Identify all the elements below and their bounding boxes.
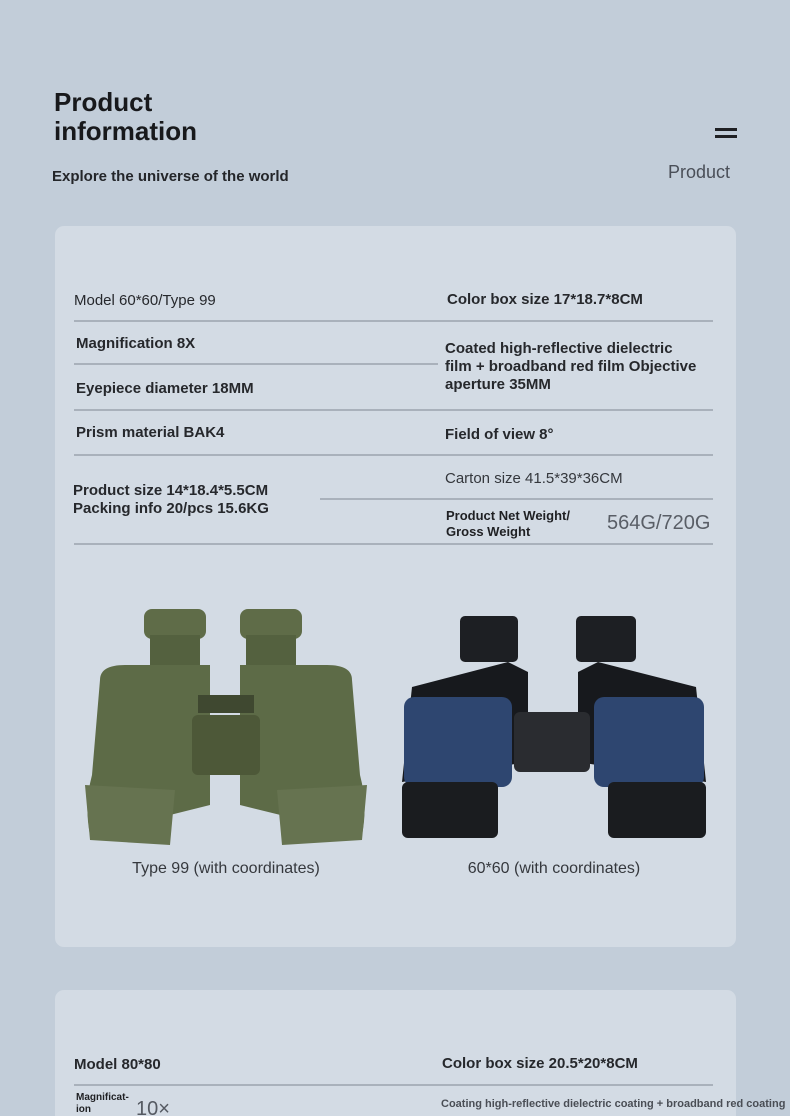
divider — [74, 409, 713, 411]
binocular-green-illustration — [85, 609, 367, 845]
spec-weight-value: 564G/720G — [607, 512, 711, 534]
spec-model: Model 60*60/Type 99 — [74, 292, 216, 309]
title-line-1: Product — [54, 87, 153, 117]
divider — [74, 1084, 713, 1086]
menu-icon[interactable] — [715, 128, 737, 140]
divider — [320, 498, 713, 500]
spec-field-of-view: Field of view 8° — [445, 426, 554, 443]
spec2-magnification-value: 10× — [136, 1098, 170, 1116]
spec-coating-line-1: Coated high-reflective dielectric — [445, 340, 673, 357]
divider — [74, 543, 713, 545]
spec-weight-label-line-2: Gross Weight — [446, 524, 531, 539]
spec-packing: Packing info 20/pcs 15.6KG — [73, 500, 269, 517]
product-image-60x60 — [398, 612, 710, 842]
spec-coating — [445, 340, 696, 394]
divider — [74, 454, 713, 456]
spec-color-box: Color box size 17*18.7*8CM — [447, 291, 643, 308]
product-image-type99 — [80, 605, 372, 850]
title-line-2: information — [54, 116, 197, 146]
page-subtitle: Explore the universe of the world — [52, 168, 289, 185]
spec2-magnification-label-line-2: ion — [76, 1104, 91, 1115]
product-caption-60x60: 60*60 (with coordinates) — [467, 860, 641, 877]
spec2-color-box: Color box size 20.5*20*8CM — [442, 1055, 638, 1072]
spec-product-size: Product size 14*18.4*5.5CM — [73, 482, 269, 499]
spec-coating-line-3: aperture 35MM — [445, 376, 551, 393]
divider — [74, 320, 713, 322]
spec2-magnification-label — [76, 1092, 129, 1116]
spec-size-packing — [73, 482, 269, 518]
spec-coating-line-2: film + broadband red film Objective — [445, 358, 697, 375]
spec-weight-label-line-1: Product Net Weight/ — [446, 508, 570, 523]
spec-carton: Carton size 41.5*39*36CM — [445, 470, 623, 487]
spec-eyepiece: Eyepiece diameter 18MM — [76, 380, 254, 397]
product-nav-label[interactable]: Product — [668, 162, 731, 182]
spec2-magnification-label-line-1: Magnificat- — [76, 1092, 129, 1103]
spec-prism: Prism material BAK4 — [76, 424, 225, 441]
spec2-model: Model 80*80 — [74, 1056, 161, 1073]
page-title — [54, 88, 197, 146]
spec-weight-label — [446, 508, 570, 540]
spec-magnification: Magnification 8X — [76, 335, 196, 352]
product-caption-type99: Type 99 (with coordinates) — [132, 860, 320, 877]
spec2-coating: Coating high-reflective dielectric coating + broadband red coating — [441, 1098, 786, 1110]
binocular-blue-illustration — [402, 616, 706, 838]
divider — [74, 363, 438, 365]
